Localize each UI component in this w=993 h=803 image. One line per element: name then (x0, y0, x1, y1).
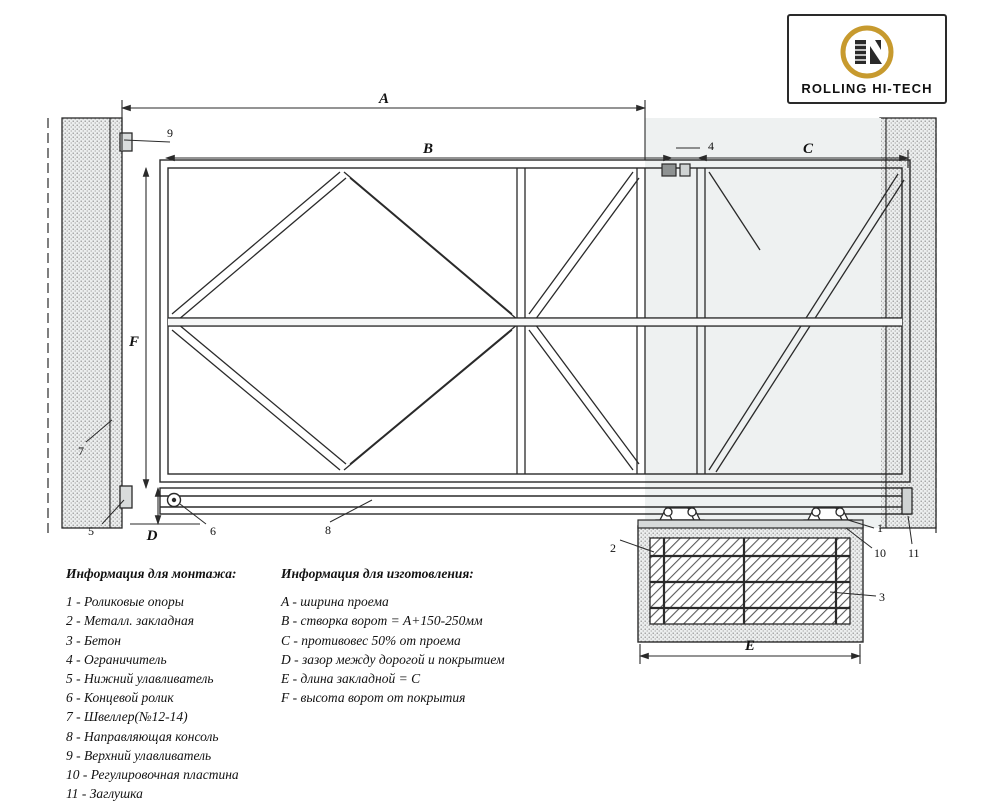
end-roller-part (168, 494, 181, 507)
dimension-F-label: F (128, 334, 139, 350)
list-item: 11 - Заглушка (66, 786, 143, 802)
list-item: E - длина закладной = C (281, 671, 421, 687)
legend-installation-title: Информация для монтажа: (66, 566, 237, 581)
dimension-gap-label: 4 (708, 139, 714, 153)
list-item: 4 - Ограничитель (66, 651, 167, 667)
list-item: A - ширина проема (281, 594, 389, 610)
list-item: C - противовес 50% от проема (281, 632, 461, 648)
end-cap-part (902, 488, 912, 514)
legend-installation (66, 564, 239, 803)
callout-3: 3 (879, 590, 885, 604)
rolling-gate-logo-icon (837, 24, 897, 80)
list-item: 3 - Бетон (66, 632, 121, 648)
list-item: D - зазор между дорогой и покрытием (281, 651, 505, 667)
brand-logo (787, 14, 947, 104)
callout-10: 10 (874, 546, 886, 560)
dimension-E-label: E (744, 638, 756, 654)
list-item: 5 - Нижний улавливатель (66, 671, 214, 687)
stopper-part (662, 164, 690, 176)
gate-mid-rail-highlight (168, 318, 902, 326)
list-item: 7 - Швеллер(№12-14) (66, 709, 188, 725)
dimension-D-label: D (146, 528, 158, 544)
legend-manufacture-title: Информация для изготовления: (281, 566, 474, 581)
callout-6: 6 (210, 524, 216, 538)
dimension-A (122, 100, 645, 160)
callout-8: 8 (325, 523, 331, 537)
callout-9: 9 (167, 126, 173, 140)
dimension-C-label: C (802, 141, 814, 157)
list-item: B - створка ворот = A+150-250мм (281, 613, 483, 629)
legend-manufacture-list (281, 592, 505, 707)
list-item: 8 - Направляющая консоль (66, 728, 219, 744)
callout-5: 5 (88, 524, 94, 538)
legend-installation-list (66, 592, 239, 803)
callout-7: 7 (78, 444, 84, 458)
list-item: 9 - Верхний улавливатель (66, 747, 212, 763)
left-pillar (62, 118, 132, 528)
list-item: F - высота ворот от покрытия (281, 690, 466, 706)
dimension-D (130, 488, 200, 524)
foundation-block (638, 520, 863, 642)
dimension-A-label: A (378, 91, 390, 107)
callout-11: 11 (908, 546, 920, 560)
list-item: 6 - Концевой ролик (66, 690, 174, 706)
callout-2: 2 (610, 541, 616, 555)
list-item: 2 - Металл. закладная (66, 613, 195, 629)
callout-1: 1 (877, 521, 883, 535)
brand-name: ROLLING HI-TECH (801, 81, 933, 96)
list-item: 1 - Роликовые опоры (66, 594, 184, 610)
list-item: 10 - Регулировочная пластина (66, 767, 239, 783)
dimension-B-label: B (422, 141, 434, 157)
legend-manufacture (281, 564, 505, 707)
